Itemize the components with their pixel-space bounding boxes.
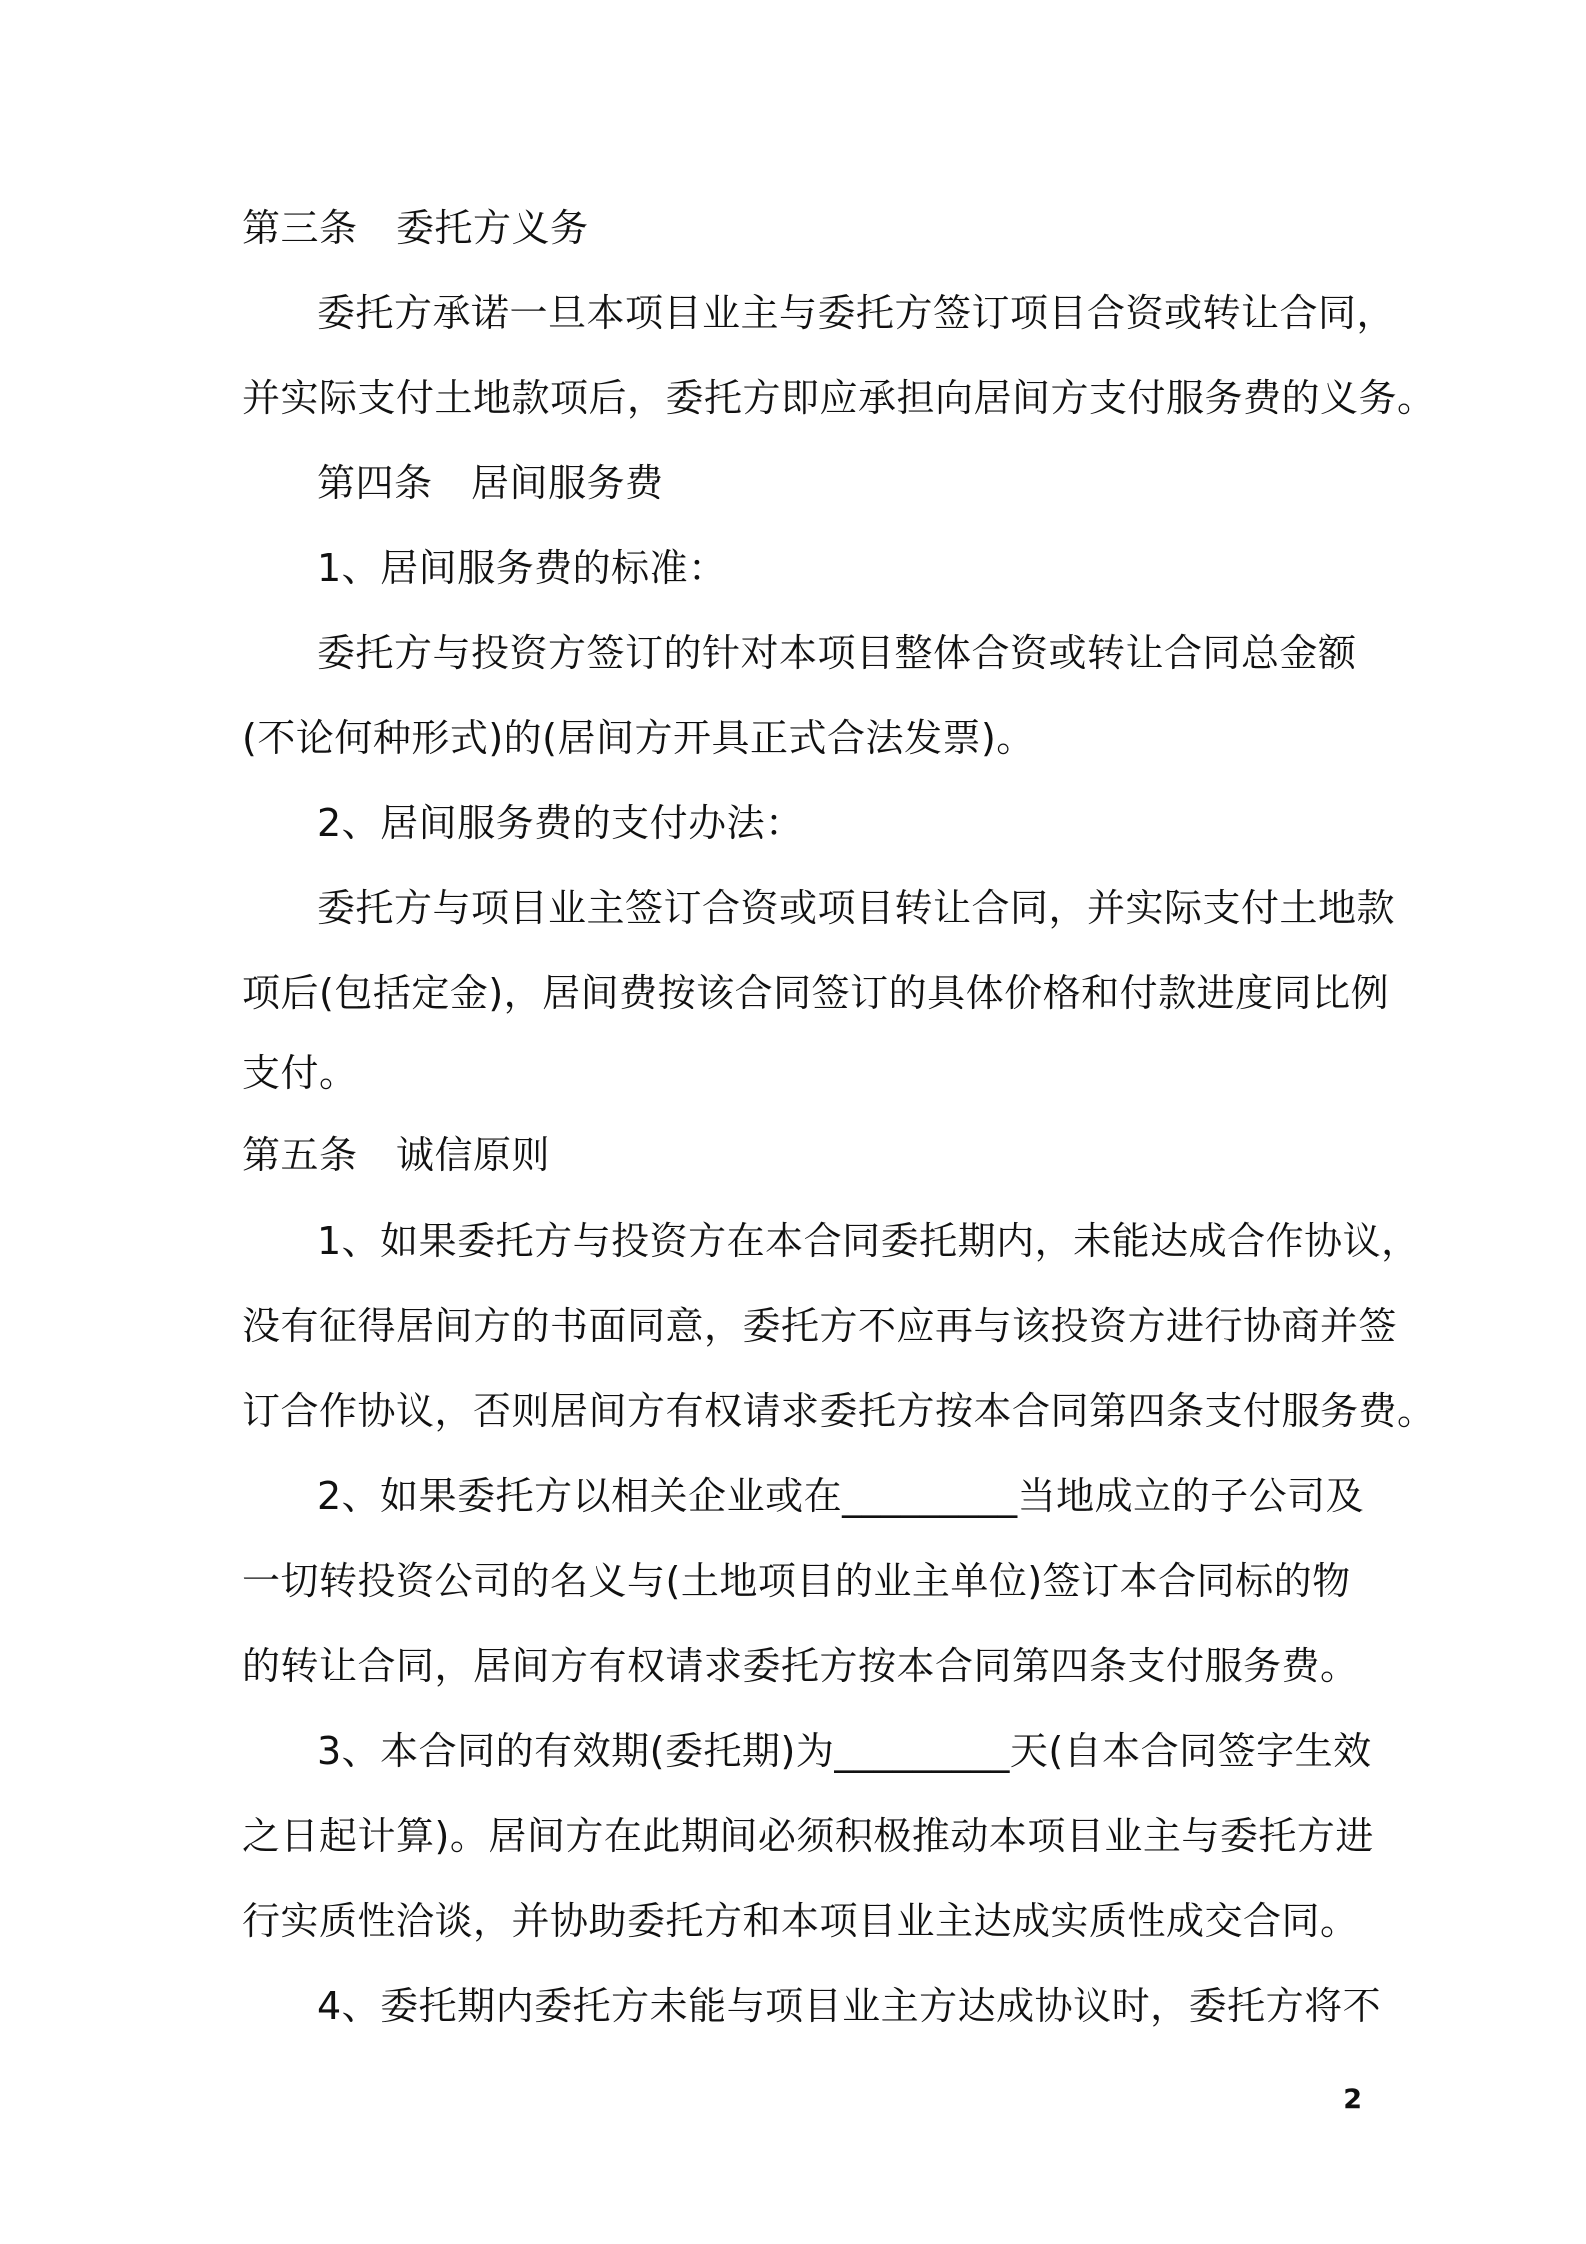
- paragraph-line: 的转让合同，居间方有权请求委托方按本合同第四条支付服务费。: [242, 1644, 1359, 1688]
- paragraph-line: 订合作协议，否则居间方有权请求委托方按本合同第四条支付服务费。: [242, 1389, 1436, 1433]
- article-3-heading: 第三条 委托方义务: [242, 206, 589, 250]
- article-4-heading: 第四条 居间服务费: [317, 461, 664, 505]
- paragraph-line: 委托方承诺一旦本项目业主与委托方签订项目合资或转让合同，: [317, 291, 1396, 335]
- paragraph-line: 1、如果委托方与投资方在本合同委托期内，未能达成合作协议，: [317, 1219, 1420, 1263]
- paragraph-line: 一切转投资公司的名义与(土地项目的业主单位)签订本合同标的物: [242, 1559, 1351, 1603]
- paragraph-line: 项后(包括定金)，居间费按该合同签订的具体价格和付款进度同比例: [242, 971, 1390, 1015]
- paragraph-line: 行实质性洽谈，并协助委托方和本项目业主达成实质性成交合同。: [242, 1899, 1359, 1943]
- page-number: 2: [1343, 2084, 1362, 2115]
- paragraph-line: 并实际支付土地款项后，委托方即应承担向居间方支付服务费的义务。: [242, 376, 1436, 420]
- paragraph-line: 委托方与投资方签订的针对本项目整体合资或转让合同总金额: [317, 631, 1357, 675]
- paragraph-line: 之日起计算)。居间方在此期间必须积极推动本项目业主与委托方进: [242, 1814, 1374, 1858]
- paragraph-line: (不论何种形式)的(居间方开具正式合法发票)。: [242, 716, 1035, 760]
- paragraph-line: 没有征得居间方的书面同意，委托方不应再与该投资方进行协商并签: [242, 1304, 1398, 1348]
- paragraph-line: 1、居间服务费的标准：: [317, 546, 727, 590]
- paragraph-line: 支付。: [242, 1051, 358, 1095]
- paragraph-line: 2、居间服务费的支付办法：: [317, 801, 804, 845]
- paragraph-line: 4、委托期内委托方未能与项目业主方达成协议时，委托方将不: [317, 1984, 1382, 2028]
- paragraph-line: 委托方与项目业主签订合资或项目转让合同，并实际支付土地款: [317, 886, 1396, 930]
- paragraph-line: 2、如果委托方以相关企业或在_________当地成立的子公司及: [317, 1474, 1365, 1518]
- paragraph-line: 3、本合同的有效期(委托期)为_________天(自本合同签字生效: [317, 1729, 1372, 1773]
- article-5-heading: 第五条 诚信原则: [242, 1133, 551, 1177]
